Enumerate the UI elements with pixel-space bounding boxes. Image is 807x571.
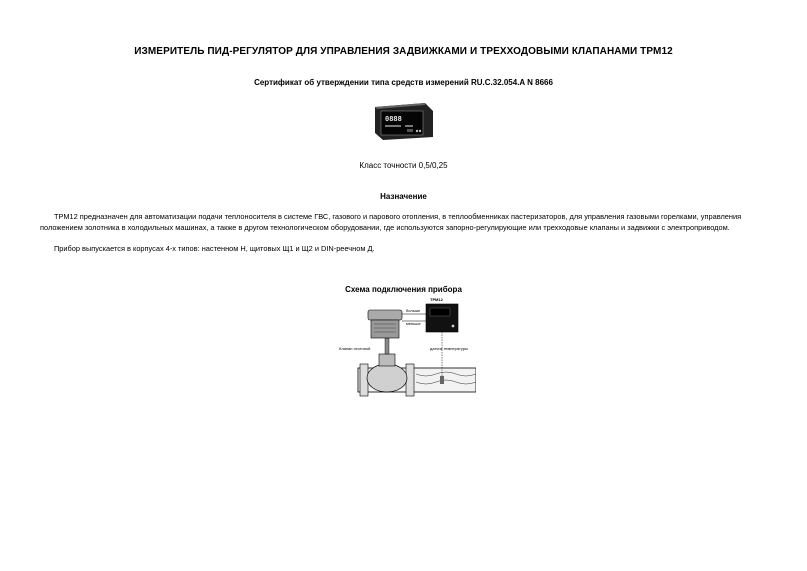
scheme-sensor-label: датчик температуры [430,346,468,351]
scheme-close-label: меньше [406,321,421,326]
purpose-heading: Назначение [380,192,427,201]
scheme-device-label: ТРМ12 [430,297,443,302]
page-title: ИЗМЕРИТЕЛЬ ПИД-РЕГУЛЯТОР ДЛЯ УПРАВЛЕНИЯ ЗАДВИЖКАМИ И ТРЕХХОДОВЫМИ КЛАПАНАМИ ТРМ12 [134,46,673,57]
scheme-heading: Схема подключения прибора [345,285,462,294]
device-photo [373,101,435,141]
connection-diagram [336,294,476,399]
housing-paragraph: Прибор выпускается в корпусах 4-х типов: настенном Н, щитовых Щ1 и Щ2 и DIN-реечном Д. [54,244,375,253]
certificate-line: Сертификат об утверждении типа средств измерений RU.C.32.054.A N 8666 [254,78,553,87]
scheme-valve-label: Клапан отсечной [339,346,371,351]
purpose-paragraph: ТРМ12 предназначен для автоматизации подачи теплоносителя в системе ГВС, газового и парового отопления, в теплообменниках пастеризаторов, для управления газовыми горелками, управления положением золотника в холодильных машинах, а также в другом технологическом оборудовании, где используются запорно-регулирующие или трехходовые клапаны и задвижки с электроприводом. [40,212,742,232]
accuracy-class: Класс точности 0,5/0,25 [359,161,448,170]
scheme-open-label: больше [406,308,421,313]
device-display-digits: 0888 [385,116,402,124]
